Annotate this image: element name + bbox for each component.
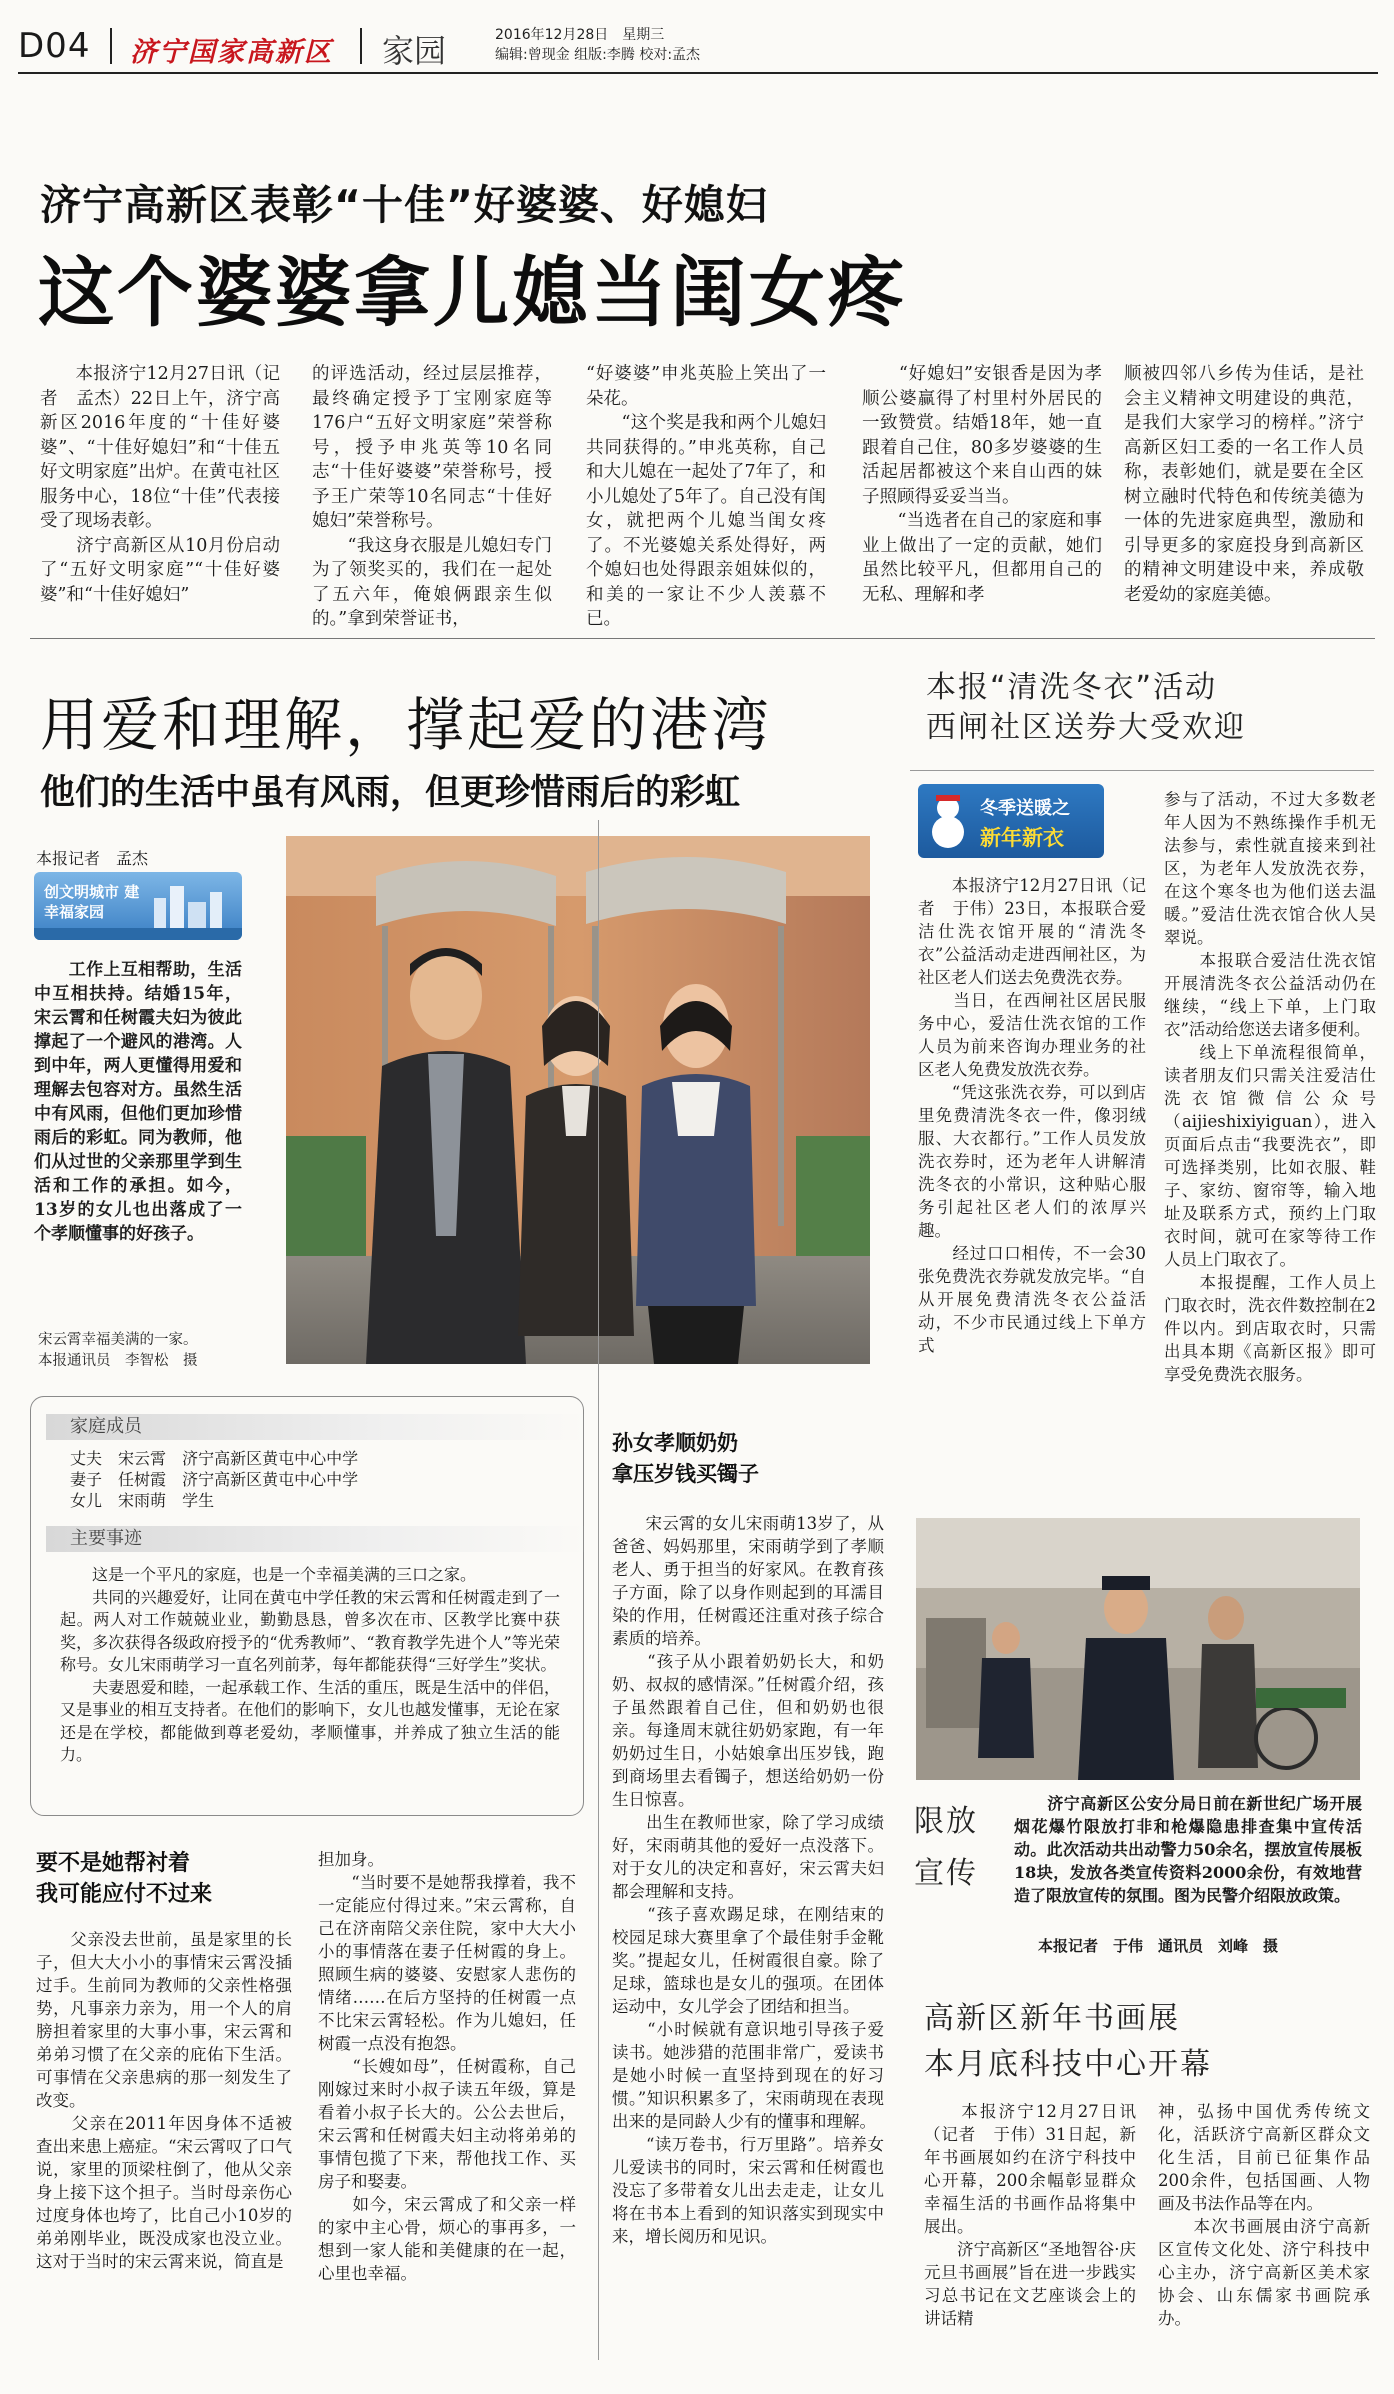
family-members-heading xyxy=(46,1414,590,1440)
weekday: 星期三 xyxy=(622,27,665,43)
winter-campaign-badge xyxy=(918,784,1104,858)
story4-caption: 济宁高新区公安分局日前在新世纪广场开展烟花爆竹限放打非和枪爆隐患排查集中宣传活动。此次活动共出动警力50余名，摆放宣传展板18块，发放各类宣传资料2000余份，有效地营造了限放宣传的氛围。图为民警介绍限放政策。 xyxy=(1014,1794,1362,1905)
story2-headline: 用爱和理解，撑起爱的港湾 xyxy=(40,691,773,759)
masthead-rule xyxy=(18,72,1378,74)
family-member-row xyxy=(70,1469,570,1490)
member-role: 丈夫 xyxy=(70,1449,103,1468)
police-photo-image xyxy=(916,1518,1360,1780)
story3-rule xyxy=(910,770,1374,771)
member-org: 济宁高新区黄屯中心中学 xyxy=(182,1470,359,1489)
staff-credits: 编辑:曾现金 组版:李腾 校对:孟杰 xyxy=(495,47,701,63)
story2-section2-body: 宋云霄的女儿宋雨萌13岁了，从爸爸、妈妈那里，宋雨萌学到了孝顺老人、勇于担当的好家风。在教育孩子方面，除了以身作则起到的耳濡目染的作用，任树霞还注重对孩子综合素质的培养。 “孩子从小跟着奶奶长大，和奶奶、叔叔的感情深。”任树霞介绍，孩子虽然跟着自己住，但和奶奶也很亲。每逢周末就往奶奶家跑，有一年奶奶过生日，小姑娘拿出压岁钱，跑到商场里去看镯子，想送给奶奶一份生日惊喜。 出生在教师世家，除了学习成绩好，宋雨萌其他的爱好一点没落下。对于女儿的决定和喜好，宋云霄夫妇都会理解和支持。 “孩子喜欢踢足球，在刚结束的校园足球大赛里拿了个最佳射手金靴奖。”提起女儿，任树霞很自豪。除了足球，篮球也是女儿的强项。在团体运动中，女儿学会了团结和担当。 “小时候就有意识地引导孩子爱读书。她涉猎的范围非常广，爱读书是她小时候一直坚持到现在的好习惯。”知识积累多了，宋雨萌现在表现出来的是同龄人少有的懂事和理解。 “读万卷书，行万里路”。培养女儿爱读书的同时，宋云霄和任树霞也没忘了多带着女儿出去走走，让女儿将在书本上看到的知识落实到现实中来，增长阅历和见识。 xyxy=(612,1514,884,2246)
police-photo xyxy=(916,1518,1360,1780)
story2-lead: 工作上互相帮助，生活中互相扶持。结婚15年，宋云霄和任树霞夫妇为彼此撑起了一个避风的港湾。人到中年，两人更懂得用爱和理解去包容对方。虽然生活中有风雨，但他们更加珍惜雨后的彩虹。同为教师，他们从过世的父亲那里学到生活和工作的承担。如今，13岁的女儿也出落成了一个孝顺懂事的好孩子。 xyxy=(34,960,242,1244)
story5-col1: 本报济宁12月27日讯（记者 于伟）31日起，新年书画展如约在济宁科技中心开幕，200余幅彰显群众幸福生活的书画作品将集中展出。 济宁高新区“圣地智谷·庆元旦书画展”旨在进一步践实习总书记在文艺座谈会上的讲话精 xyxy=(924,2102,1136,2328)
story1-column-5: 顺被四邻八乡传为佳话，是社会主义精神文明建设的典范，是我们大家学习的榜样。”济宁高新区妇工委的一名工作人员称，表彰她们，就是要在全区树立融时代特色和传统美德为一体的先进家庭典型，激励和引导更多的家庭投身到高新区的精神文明建设中来，养成敬老爱幼的家庭美德。 xyxy=(1124,364,1364,605)
page-code: D04 xyxy=(18,26,91,66)
story2-section1-col1: 父亲没去世前，虽是家里的长子，但大大小小的事情宋云霄没插过手。生前同为教师的父亲性格强势，凡事亲力亲为，用一个人的肩膀担着家里的大事小事，宋云霄和弟弟习惯了在父亲的庇佑下生活。可事情在父亲患病的那一刻发生了改变。 父亲在2011年因身体不适被查出来患上癌症。“宋云霄叹了口气说，家里的顶梁柱倒了，他从父亲身上接下这个担子。当时母亲伤心过度身体也垮了，比自己小10岁的弟弟刚毕业，既没成家也没立业。这对于当时的宋云霄来说，简直是 xyxy=(36,1930,292,2271)
member-name: 宋雨萌 xyxy=(118,1491,167,1510)
story2-photo-caption: 宋云霄幸福美满的一家。 本报通讯员 李智松 摄 xyxy=(38,1332,198,1369)
story1-column-1: 本报济宁12月27日讯（记者 孟杰）22日上午，济宁高新区2016年度的“十佳好婆婆”、“十佳好媳妇”和“十佳五好文明家庭”出炉。在黄屯社区服务中心，18位“十佳”代表接受了现场表彰。 济宁高新区从10月份启动了“五好文明家庭”“十佳好婆婆”和“十佳好媳妇” xyxy=(40,364,280,605)
member-name: 宋云霄 xyxy=(118,1449,167,1468)
story1-headline: 这个婆婆拿儿媳当闺女疼 xyxy=(38,248,907,337)
civilization-badge xyxy=(34,872,242,940)
family-members-list xyxy=(70,1448,570,1511)
badge-line2: 新年新衣 xyxy=(980,826,1064,850)
family-photo xyxy=(286,836,870,1364)
column-divider xyxy=(598,820,599,2360)
member-name: 任树霞 xyxy=(118,1470,167,1489)
family-member-row xyxy=(70,1490,570,1511)
story5-headline: 高新区新年书画展 本月底科技中心开幕 xyxy=(924,2001,1212,2082)
date: 2016年12月28日 xyxy=(495,27,609,43)
badge-line1: 冬季送暖之 xyxy=(980,798,1070,819)
story2-subhead: 他们的生活中虽有风雨，但更珍惜雨后的彩虹 xyxy=(40,773,741,813)
family-members-heading-text: 家庭成员 xyxy=(70,1416,142,1437)
story3-headline: 本报“清洗冬衣”活动 西闸社区送券大受欢迎 xyxy=(926,670,1246,745)
story1-column-3: “好婆婆”申兆英脸上笑出了一朵花。 “这个奖是我和两个儿媳妇共同获得的。”申兆英称，自己和大儿媳在一起处了7年了，和小儿媳处了5年了。自己没有闺女，就把两个儿媳当闺女疼了。不光婆媳关系处得好，两个媳妇也处得跟亲姐妹似的，和美的一家让不少人羡慕不已。 xyxy=(586,364,826,629)
story3-col1: 本报济宁12月27日讯（记者 于伟）23日，本报联合爱洁仕洗衣馆开展的“清洗冬衣”公益活动走进西闸社区，为社区老人们送去免费洗衣券。 当日，在西闸社区居民服务中心，爱洁仕洗衣馆的工作人员为前来咨询办理业务的社区老人免费发放洗衣券。 “凭这张洗衣券，可以到店里免费清洗冬衣一件，像羽绒服、大衣都行。”工作人员发放洗衣券时，还为老年人讲解清洗冬衣的小常识，这种贴心服务引起社区老人们的浓厚兴趣。 经过口口相传，不一会30张免费洗衣券就发放完毕。“自从开展免费清洗冬衣公益活动，不少市民通过线上下单方式 xyxy=(918,876,1146,1355)
main-deeds-heading-text: 主要事迹 xyxy=(70,1528,142,1549)
story4-credit: 本报记者 于伟 通讯员 刘峰 摄 xyxy=(1038,1937,1279,1955)
section-name: 家园 xyxy=(382,32,447,70)
story1-column-2: 的评选活动，经过层层推荐，最终确定授予丁宝刚家庭等176户“五好文明家庭”荣誉称号，授予申兆英等10名同志“十佳好婆婆”荣誉称号，授予王广荣等10名同志“十佳好媳妇”荣誉称号。 “我这身衣服是儿媳妇专门为了领奖买的，我们在一起处了五六年，俺娘俩跟亲生似的。”拿到荣誉证书， xyxy=(312,364,552,629)
story2-section2-title: 孙女孝顺奶奶 拿压岁钱买镯子 xyxy=(612,1431,759,1486)
story2-section1-col2: 担加身。 “当时要不是她帮我撑着，我不一定能应付得过来。”宋云霄称，自己在济南陪父亲住院，家中大大小小的事情落在妻子任树霞的身上。照顾生病的婆婆、安慰家人悲伤的情绪……在后方坚持的任树霞一点不比宋云霄轻松。作为儿媳妇，任树霞一点没有抱怨。 “长嫂如母”，任树霞称，自己刚嫁过来时小叔子读五年级，算是看着小叔子长大的。公公去世后，宋云霄和任树霞夫妇主动将弟弟的事情包揽了下来，帮他找工作、买房子和娶妻。 如今，宋云霄成了和父亲一样的家中主心骨，烦心的事再多，一想到一家人能和美健康的在一起，心里也幸福。 xyxy=(318,1850,576,2283)
story3-col2: 参与了活动，不过大多数老年人因为不熟练操作手机无法参与，索性就直接来到社区，为老年人发放洗衣券，在这个寒冬也为他们送去温暖。”爱洁仕洗衣馆合伙人吴翠说。 本报联合爱洁仕洗衣馆开展清洗冬衣公益活动仍在继续，“线上下单，上门取衣”活动给您送去诸多便利。 线上下单流程很简单，读者朋友们只需关注爱洁仕洗衣馆微信公众号（aijieshixiyiguan），进入页面后点击“我要洗衣”，即可选择类别，比如衣服、鞋子、家纺、窗帘等，输入地址及联系方式，预约上门取衣时间，就可在家等待工作人员上门取衣了。 本报提醒，工作人员上门取衣时，洗衣件数控制在2件以内。到店取衣时，只需出具本期《高新区报》即可享受免费洗衣服务。 xyxy=(1164,790,1376,1384)
story2-byline: 本报记者 孟杰 xyxy=(36,849,149,868)
badge-label: 创文明城市 建幸福家园 xyxy=(44,883,140,921)
main-deeds-body: 这是一个平凡的家庭，也是一个幸福美满的三口之家。 共同的兴趣爱好，让同在黄屯中学任教的宋云霄和任树霞走到了一起。两人对工作兢兢业业，勤勤恳恳，曾多次在市、区教学比赛中获奖，多次获得各级政府授予的“优秀教师”、“教育教学先进个人”等光荣称号。女儿宋雨萌学习一直名列前茅，每年都能获得“三好学生”奖状。 夫妻恩爱和睦，一起承载工作、生活的重压，既是生活中的伴侣，又是事业的相互支持者。在他们的影响下，女儿也越发懂事，无论在家还是在学校，都能做到尊老爱幼，孝顺懂事，并养成了独立生活的能力。 xyxy=(60,1565,560,1764)
member-role: 女儿 xyxy=(70,1491,103,1510)
issue-date xyxy=(495,26,664,45)
story2-section1-title: 要不是她帮衬着 我可能应付不过来 xyxy=(36,1851,213,1907)
family-member-row xyxy=(70,1448,570,1469)
member-org: 济宁高新区黄屯中心中学 xyxy=(182,1449,359,1468)
brand-logo: 济宁国家高新区 xyxy=(130,37,333,68)
member-org: 学生 xyxy=(182,1491,215,1510)
masthead-divider xyxy=(110,28,112,64)
story1-bottom-rule xyxy=(30,638,1375,639)
masthead-divider-2 xyxy=(360,28,362,64)
story1-kicker: 济宁高新区表彰“十佳”好婆婆、好媳妇 xyxy=(40,181,768,229)
snowman-icon xyxy=(924,792,972,852)
story4-label: 限放 宣传 xyxy=(914,1804,978,1891)
family-photo-image xyxy=(286,836,870,1364)
main-deeds-heading xyxy=(46,1526,590,1552)
story1-column-4: “好媳妇”安银香是因为孝顺公婆赢得了村里村外居民的一致赞赏。结婚18年，她一直跟着自己住，80多岁婆婆的生活起居都被这个来自山西的妹子照顾得妥妥当当。 “当选者在自己的家庭和事业上做出了一定的贡献，她们虽然比较平凡，但都用自己的无私、理解和孝 xyxy=(862,364,1102,605)
story5-col2: 神，弘扬中国优秀传统文化，活跃济宁高新区群众文化生活，目前已征集作品200余件，包括国画、人物画及书法作品等在内。 本次书画展由济宁高新区宣传文化处、济宁科技中心主办，济宁高新区美术家协会、山东儒家书画院承办。 xyxy=(1158,2102,1370,2328)
member-role: 妻子 xyxy=(70,1470,103,1489)
